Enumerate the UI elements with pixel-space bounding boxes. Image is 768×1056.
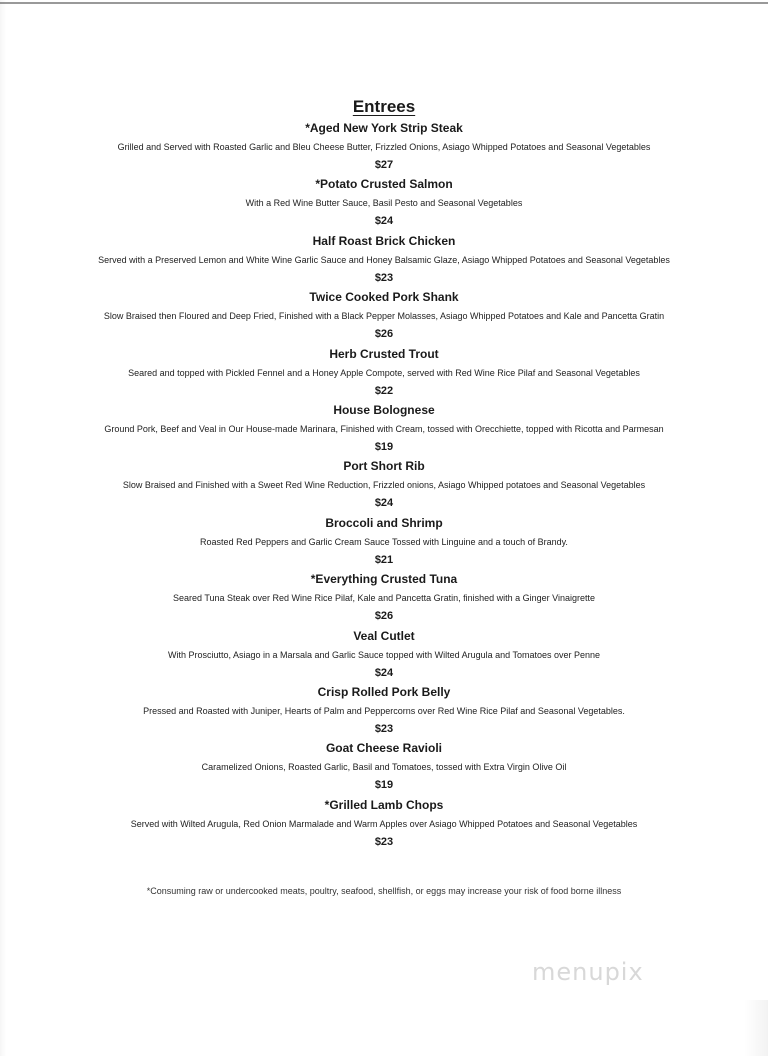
item-name: Goat Cheese Ravioli — [325, 741, 443, 756]
item-description: Served with a Preserved Lemon and White Wine Garlic Sauce and Honey Balsamic Glaze, Asiago Whipped Potatoes and Seasonal Vegetables — [98, 254, 670, 265]
item-description: Pressed and Roasted with Juniper, Hearts of Palm and Peppercorns over Red Wine Rice Pilaf and Seasonal Vegetables. — [143, 705, 625, 716]
item-price: $23 — [374, 271, 394, 284]
item-price: $24 — [374, 215, 394, 228]
menu-item — [0, 682, 768, 738]
food-safety-disclaimer: *Consuming raw or undercooked meats, poultry, seafood, shellfish, or eggs may increase your risk of food borne illness — [146, 886, 622, 896]
menu-item — [0, 626, 768, 682]
menu-item — [0, 287, 768, 343]
menu-item — [0, 569, 768, 625]
item-name: Crisp Rolled Pork Belly — [317, 684, 451, 699]
menu-item — [0, 456, 768, 512]
item-price: $22 — [374, 384, 394, 397]
item-name: House Bolognese — [333, 402, 435, 417]
item-description: Grilled and Served with Roasted Garlic and Bleu Cheese Butter, Frizzled Onions, Asiago Whipped Potatoes and Seasonal Vegetables — [117, 142, 651, 152]
item-name: Twice Cooked Pork Shank — [309, 290, 459, 305]
menu-item — [0, 174, 768, 230]
item-name: Broccoli and Shrimp — [325, 515, 443, 530]
menupix-watermark: menupix — [532, 958, 644, 986]
menu-item — [0, 795, 768, 851]
item-price: $19 — [374, 779, 394, 792]
item-price: $24 — [374, 497, 394, 510]
item-name: Port Short Rib — [343, 459, 425, 474]
item-description: With a Red Wine Butter Sauce, Basil Pesto and Seasonal Vegetables — [245, 198, 523, 209]
item-description: Slow Braised and Finished with a Sweet Red Wine Reduction, Frizzled onions, Asiago Whipped potatoes and Seasonal Vegetables — [122, 480, 646, 491]
item-name: Veal Cutlet — [353, 628, 415, 643]
top-rule — [0, 2, 768, 4]
item-price: $26 — [374, 328, 394, 341]
item-description: Ground Pork, Beef and Veal in Our House-made Marinara, Finished with Cream, tossed with Orecchiette, topped with Ricotta and Parmesan — [104, 423, 664, 434]
item-description: Roasted Red Peppers and Garlic Cream Sauce Tossed with Linguine and a touch of Brandy. — [200, 536, 568, 547]
menu-title: Entrees — [352, 97, 416, 116]
item-price: $21 — [374, 553, 394, 566]
item-description: Served with Wilted Arugula, Red Onion Marmalade and Warm Apples over Asiago Whipped Potatoes and Seasonal Vegetables — [130, 818, 638, 829]
menu-item — [0, 344, 768, 400]
menu-item — [0, 738, 768, 794]
menu-item — [0, 118, 768, 174]
menu-item — [0, 231, 768, 287]
item-price: $19 — [374, 440, 394, 453]
menu-item-list — [0, 118, 768, 851]
item-description: Seared Tuna Steak over Red Wine Rice Pilaf, Kale and Pancetta Gratin, finished with a Ginger Vinaigrette — [172, 593, 596, 604]
item-description: Seared and topped with Pickled Fennel and a Honey Apple Compote, served with Red Wine Rice Pilaf and Seasonal Vegetables — [128, 367, 640, 378]
menu-item — [0, 400, 768, 456]
item-description: With Prosciutto, Asiago in a Marsala and Garlic Sauce topped with Wilted Arugula and Tomatoes over Penne — [167, 649, 601, 660]
scan-corner — [744, 1000, 768, 1056]
item-description: Slow Braised then Floured and Deep Fried, Finished with a Black Pepper Molasses, Asiago Whipped Potatoes and Kale and Pancetta Gratin — [103, 311, 665, 322]
entrees-menu — [0, 96, 768, 851]
menu-item — [0, 513, 768, 569]
item-name: *Everything Crusted Tuna — [310, 572, 458, 587]
item-name: Half Roast Brick Chicken — [312, 233, 456, 248]
item-price: $23 — [374, 835, 394, 848]
item-price: $24 — [374, 666, 394, 679]
item-name: *Potato Crusted Salmon — [315, 177, 453, 192]
item-name: *Grilled Lamb Chops — [324, 797, 444, 812]
item-price: $27 — [374, 159, 394, 171]
item-description: Caramelized Onions, Roasted Garlic, Basil and Tomatoes, tossed with Extra Virgin Olive Oil — [201, 762, 567, 773]
item-price: $26 — [374, 610, 394, 623]
item-name: *Aged New York Strip Steak — [305, 121, 463, 135]
item-name: Herb Crusted Trout — [329, 346, 439, 361]
item-price: $23 — [374, 722, 394, 735]
